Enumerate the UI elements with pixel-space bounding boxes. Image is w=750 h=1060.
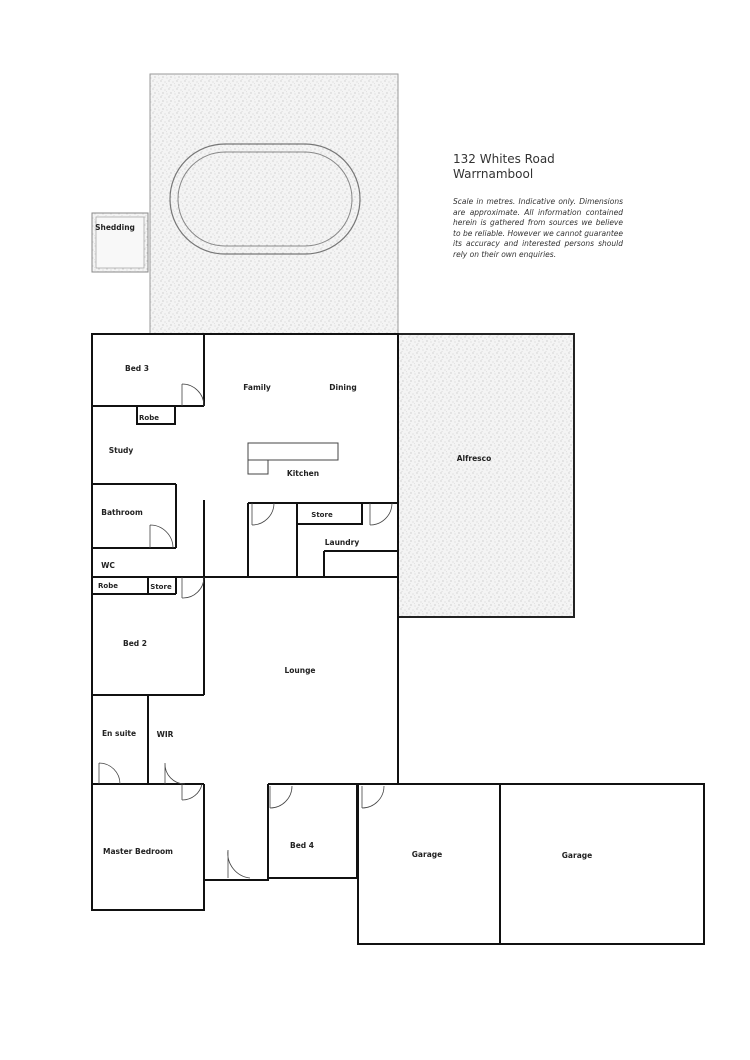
kitchen-bench	[248, 443, 338, 460]
property-address	[453, 152, 555, 182]
doors	[99, 384, 392, 878]
room-label-robe2: Robe	[98, 582, 118, 590]
room-label-bed2: Bed 2	[122, 639, 148, 648]
alfresco-area	[398, 334, 574, 617]
room-label-kitchen: Kitchen	[286, 469, 320, 478]
room-label-bathroom: Bathroom	[101, 508, 143, 517]
room-label-garage1: Garage	[411, 850, 443, 859]
address-line1: 132 Whites Road	[453, 152, 555, 166]
kitchen-bench-return	[248, 460, 268, 474]
room-label-lounge: Lounge	[284, 666, 316, 675]
garage-walls	[358, 784, 704, 944]
room-label-wir: WIR	[156, 730, 174, 739]
room-label-study: Study	[108, 446, 134, 455]
room-label-store1: Store	[311, 511, 333, 519]
room-label-robe1: Robe	[139, 414, 159, 422]
walls	[92, 334, 398, 910]
disclaimer-text: Scale in metres. Indicative only. Dimensions are approximate. All information contained herein is gathered from sources we believe to be reliable. However we cannot guarantee its accuracy and interested persons should rely on their own enquiries.	[453, 197, 623, 259]
yard-area	[150, 74, 398, 334]
room-label-ensuite: En suite	[101, 729, 137, 738]
room-label-alfresco: Alfresco	[456, 454, 492, 463]
room-label-garage2: Garage	[561, 851, 593, 860]
room-label-bed3: Bed 3	[124, 364, 150, 373]
room-label-store2: Store	[150, 583, 172, 591]
room-label-dining: Dining	[329, 383, 357, 392]
room-label-wc: WC	[101, 561, 115, 570]
address-line2: Warrnambool	[453, 167, 534, 181]
room-label-master: Master Bedroom	[103, 847, 173, 856]
room-label-family: Family	[243, 383, 271, 392]
room-label-laundry: Laundry	[324, 538, 360, 547]
room-label-shedding: Shedding	[95, 223, 135, 232]
room-label-bed4: Bed 4	[289, 841, 315, 850]
